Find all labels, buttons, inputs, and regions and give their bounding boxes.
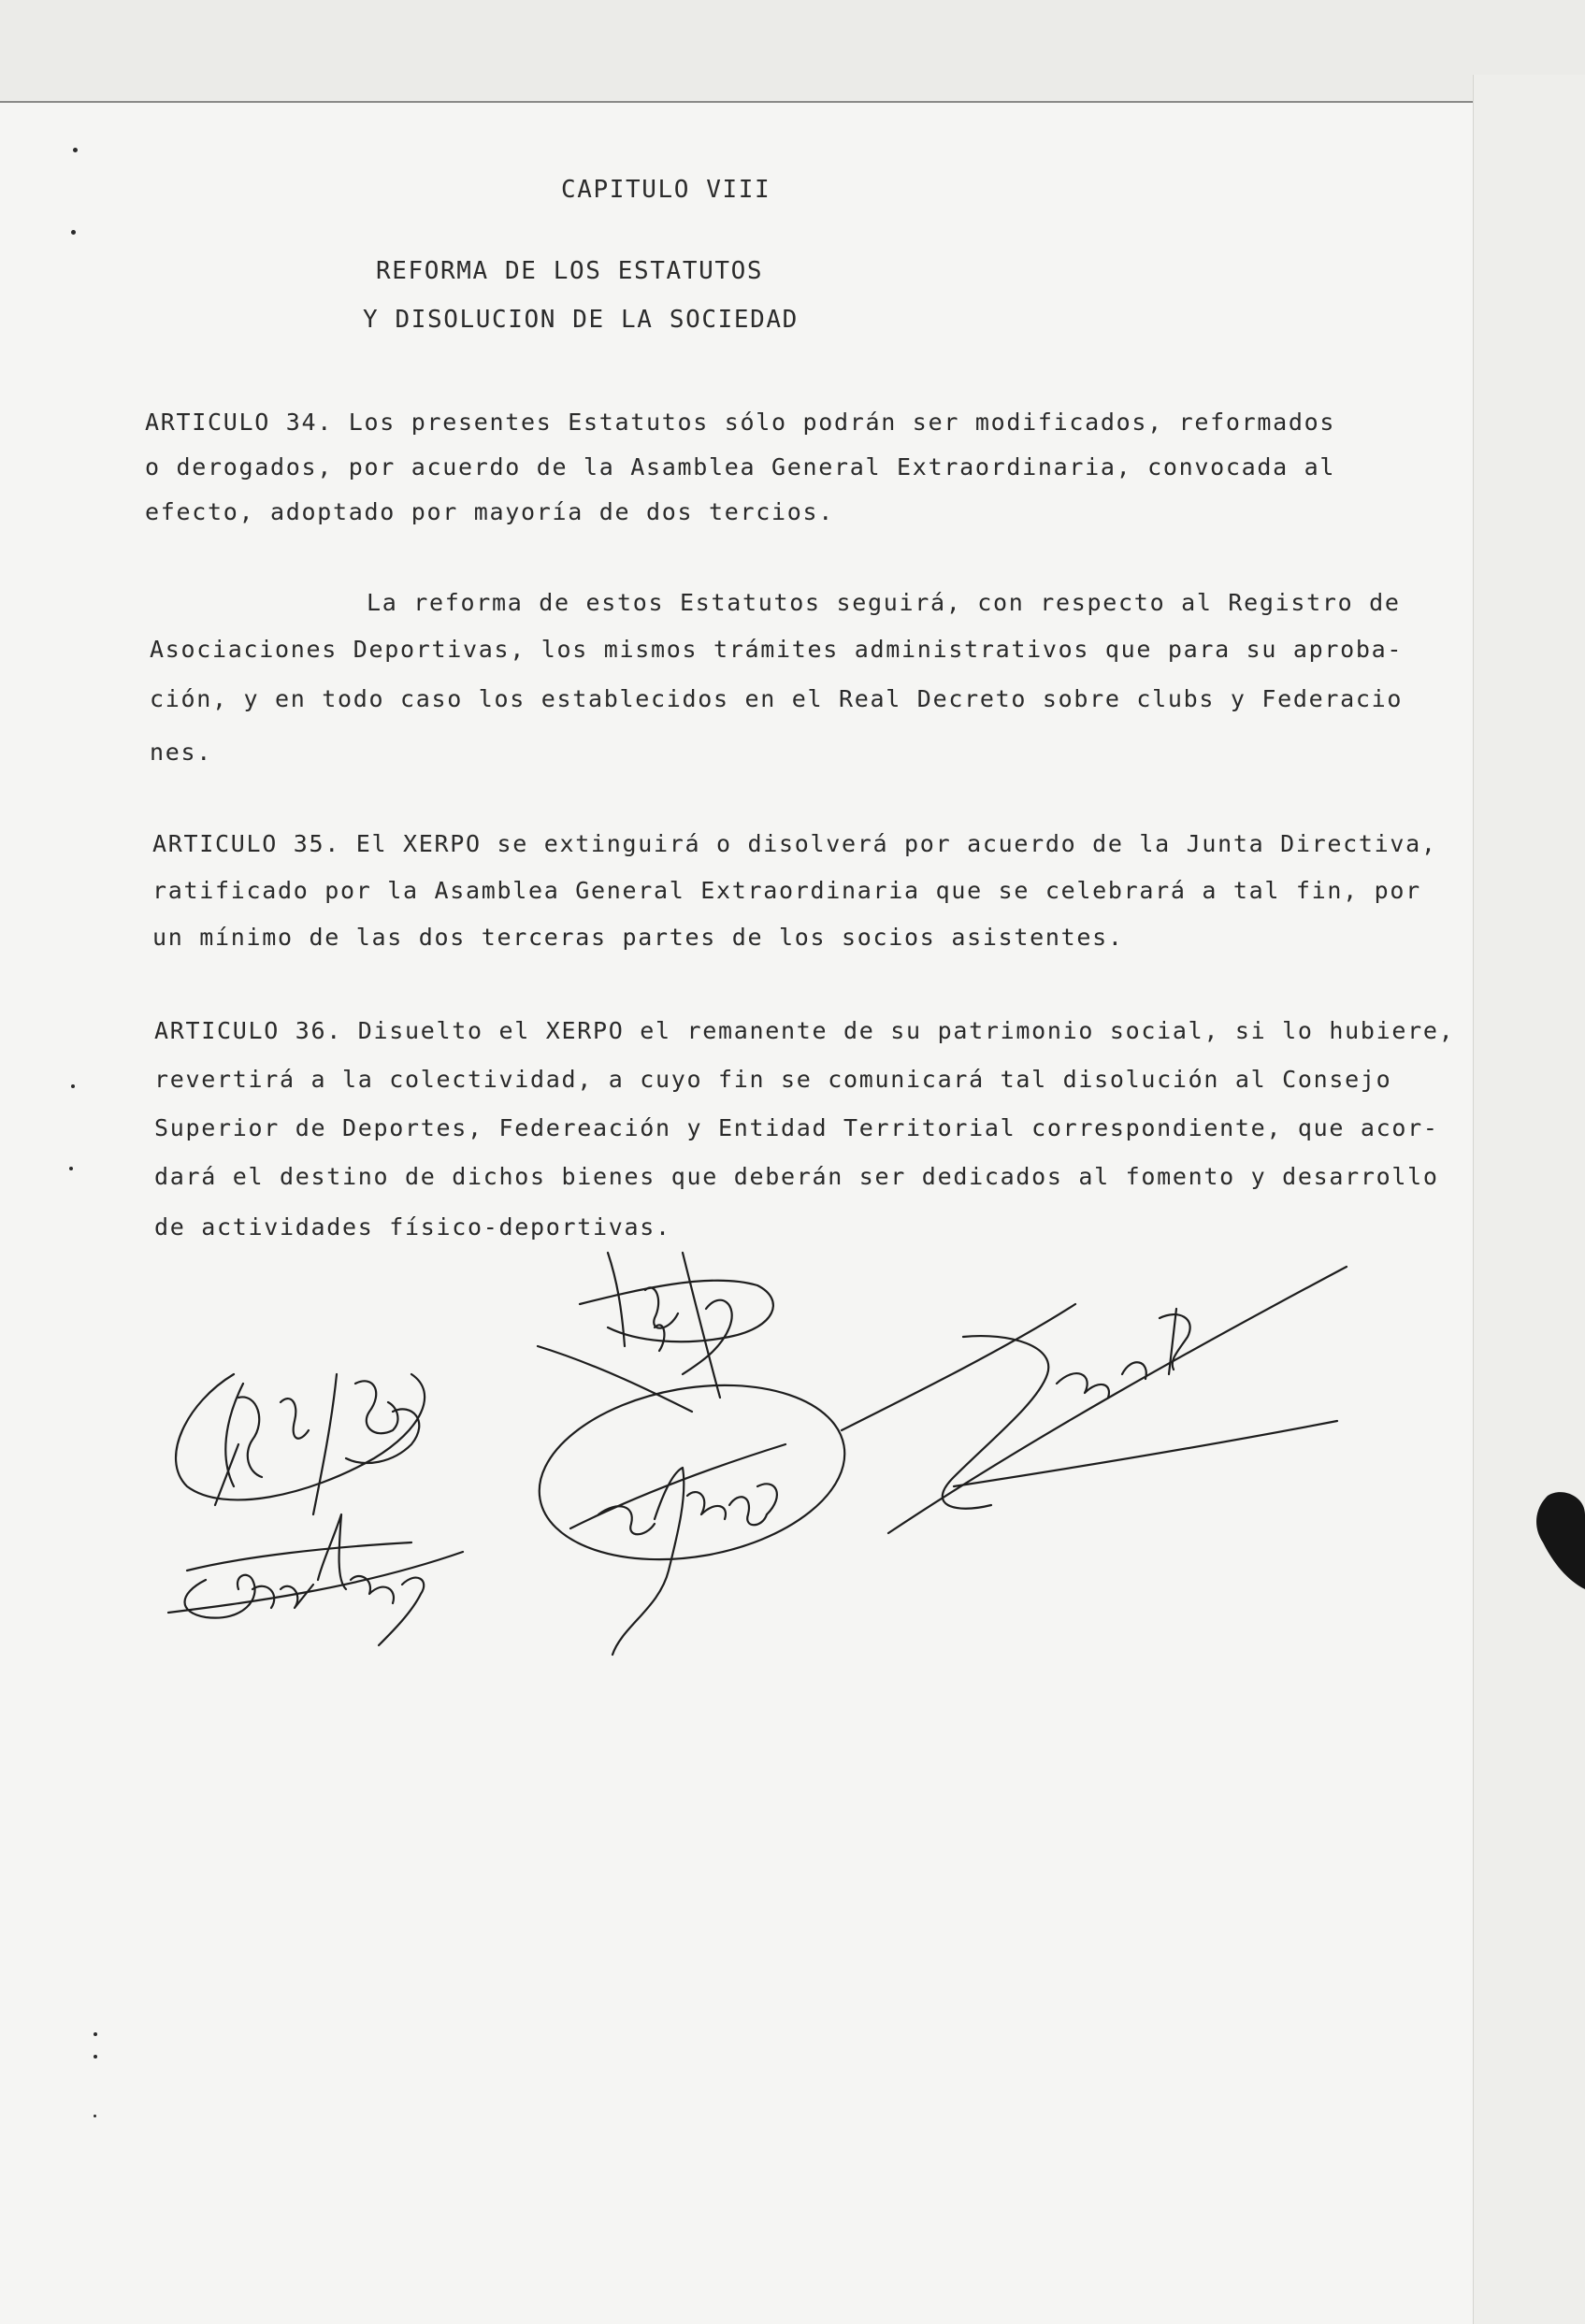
chapter-title: CAPITULO VIII — [561, 176, 771, 204]
margin-speck — [69, 1167, 73, 1170]
article-35-line-1: ARTICULO 35. El XERPO se extinguirá o disolverá por acuerdo de la Junta Directiva, — [152, 830, 1437, 857]
article-34-paragraph-2-line-2: Asociaciones Deportivas, los mismos trámites administrativos que para su aproba- — [150, 636, 1404, 663]
margin-speck — [71, 230, 76, 235]
scan-edge-blot — [1510, 1486, 1585, 1617]
article-36-line-3: Superior de Deportes, Federeación y Entidad Territorial correspondiente, que acor- — [154, 1114, 1439, 1141]
article-35-line-3: un mínimo de las dos terceras partes de los socios asistentes. — [152, 924, 1124, 951]
article-34-line-3: efecto, adoptado por mayoría de dos tercios. — [145, 498, 835, 525]
article-36-line-4: dará el destino de dichos bienes que deberán ser dedicados al fomento y desarrollo — [154, 1163, 1439, 1190]
section-title-line-2: Y DISOLUCION DE LA SOCIEDAD — [363, 306, 799, 334]
article-34-paragraph-2-line-1: La reforma de estos Estatutos seguirá, con respecto al Registro de — [367, 589, 1401, 616]
article-34-line-1: ARTICULO 34. Los presentes Estatutos sólo podrán ser modificados, reformados — [145, 409, 1336, 436]
article-34-paragraph-2-line-4: nes. — [150, 739, 213, 766]
margin-speck — [94, 2055, 97, 2059]
margin-speck — [73, 148, 78, 152]
article-36-line-1: ARTICULO 36. Disuelto el XERPO el remanente de su patrimonio social, si lo hubiere, — [154, 1017, 1455, 1044]
margin-speck — [71, 1084, 75, 1088]
article-34-line-2: o derogados, por acuerdo de la Asamblea General Extraordinaria, convocada al — [145, 453, 1336, 481]
scan-top-strip — [0, 0, 1585, 103]
article-36-line-2: revertirá a la colectividad, a cuyo fin se comunicará tal disolución al Consejo — [154, 1066, 1392, 1093]
article-36-line-5: de actividades físico-deportivas. — [154, 1213, 671, 1241]
margin-speck — [94, 2115, 96, 2117]
article-34-paragraph-2-line-3: ción, y en todo caso los establecidos en el Real Decreto sobre clubs y Federacio — [150, 685, 1404, 712]
section-title-line-1: REFORMA DE LOS ESTATUTOS — [376, 257, 764, 285]
margin-speck — [94, 2032, 97, 2036]
sheet-top-edge — [0, 101, 1473, 103]
scan-right-margin — [1473, 75, 1585, 2324]
article-35-line-2: ratificado por la Asamblea General Extraordinaria que se celebrará a tal fin, por — [152, 877, 1421, 904]
